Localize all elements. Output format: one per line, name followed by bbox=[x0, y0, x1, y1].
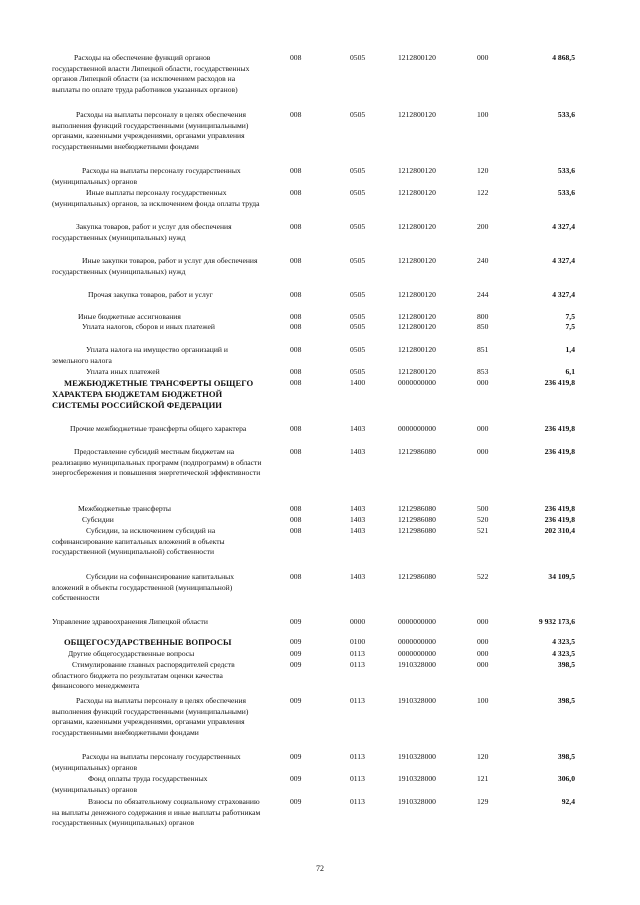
row-name: Прочие межбюджетные трансферты общего характера bbox=[70, 424, 247, 433]
row-ved: 008 bbox=[290, 345, 302, 354]
row-ved: 008 bbox=[290, 504, 302, 513]
row-razd: 1403 bbox=[350, 526, 366, 535]
row-razd: 0505 bbox=[350, 290, 366, 299]
row-csr: 1212986080 bbox=[398, 515, 436, 524]
row-vr: 100 bbox=[477, 696, 489, 705]
row-razd: 0113 bbox=[350, 696, 365, 705]
row-sum: 533,6 bbox=[557, 166, 575, 175]
row-razd: 0505 bbox=[350, 312, 366, 321]
row-csr: 1212800120 bbox=[398, 312, 436, 321]
row-csr: 1212986080 bbox=[398, 447, 436, 456]
row-razd: 0113 bbox=[350, 660, 365, 669]
row-name: Субсидии, за исключением субсидий на софинансирование капитальных вложений в объекты государственной (муниципальной) собственности bbox=[52, 526, 225, 556]
row-ved: 009 bbox=[290, 752, 302, 761]
row-name: МЕЖБЮДЖЕТНЫЕ ТРАНСФЕРТЫ ОБЩЕГО ХАРАКТЕРА БЮДЖЕТАМ БЮДЖЕТНОЙ СИСТЕМЫ РОССИЙСКОЙ ФЕДЕРАЦИИ bbox=[52, 378, 254, 410]
row-sum: 236 419,8 bbox=[544, 378, 575, 387]
row-razd: 0000 bbox=[350, 617, 366, 626]
row-ved: 008 bbox=[290, 256, 302, 265]
row-csr: 1910328000 bbox=[398, 752, 436, 761]
row-name: Расходы на выплаты персоналу государственных (муниципальных) органов bbox=[52, 166, 241, 186]
row-sum: 236 419,8 bbox=[544, 515, 575, 524]
row-sum: 6,1 bbox=[565, 367, 575, 376]
row-razd: 0505 bbox=[350, 166, 366, 175]
row-razd: 0100 bbox=[350, 637, 366, 646]
row-vr: 000 bbox=[477, 447, 489, 456]
row-razd: 1403 bbox=[350, 424, 366, 433]
row-ved: 009 bbox=[290, 774, 302, 783]
row-ved: 008 bbox=[290, 378, 302, 387]
row-razd: 0505 bbox=[350, 256, 366, 265]
row-sum: 4 868,5 bbox=[552, 53, 575, 62]
row-razd: 0505 bbox=[350, 367, 366, 376]
row-razd: 1403 bbox=[350, 447, 366, 456]
row-sum: 4 327,4 bbox=[552, 222, 575, 231]
row-csr: 0000000000 bbox=[398, 617, 436, 626]
row-ved: 008 bbox=[290, 367, 302, 376]
row-name: Другие общегосударственные вопросы bbox=[68, 649, 195, 658]
row-vr: 121 bbox=[477, 774, 489, 783]
row-ved: 008 bbox=[290, 166, 302, 175]
row-name: Уплата иных платежей bbox=[86, 367, 160, 376]
row-name: Иные бюджетные ассигнования bbox=[78, 312, 181, 321]
row-name: Расходы на выплаты персоналу в целях обеспечения выполнения функций государственными (муниципальными) органами, казенными учреждениями, органами управления государственными внебюджетными фондами bbox=[52, 696, 249, 737]
row-vr: 521 bbox=[477, 526, 489, 535]
row-csr: 1212800120 bbox=[398, 256, 436, 265]
row-csr: 1212800120 bbox=[398, 222, 436, 231]
row-razd: 0505 bbox=[350, 188, 366, 197]
row-name: Уплата налога на имущество организаций и земельного налога bbox=[52, 345, 228, 365]
row-vr: 853 bbox=[477, 367, 489, 376]
row-vr: 122 bbox=[477, 188, 489, 197]
row-csr: 1212986080 bbox=[398, 572, 436, 581]
row-name: Межбюджетные трансферты bbox=[78, 504, 171, 513]
row-csr: 1910328000 bbox=[398, 660, 436, 669]
row-csr: 1910328000 bbox=[398, 774, 436, 783]
row-vr: 000 bbox=[477, 617, 489, 626]
row-csr: 0000000000 bbox=[398, 424, 436, 433]
row-vr: 500 bbox=[477, 504, 489, 513]
row-vr: 129 bbox=[477, 797, 489, 806]
row-razd: 0113 bbox=[350, 797, 365, 806]
row-razd: 0505 bbox=[350, 322, 366, 331]
row-vr: 520 bbox=[477, 515, 489, 524]
row-ved: 008 bbox=[290, 515, 302, 524]
row-vr: 850 bbox=[477, 322, 489, 331]
row-name: Иные выплаты персоналу государственных (муниципальных) органов, за исключением фонда оплаты труда bbox=[52, 188, 260, 208]
row-vr: 120 bbox=[477, 166, 489, 175]
row-name: Расходы на выплаты персоналу государственных (муниципальных) органов bbox=[52, 752, 241, 772]
row-csr: 1212800120 bbox=[398, 322, 436, 331]
row-vr: 522 bbox=[477, 572, 489, 581]
row-vr: 000 bbox=[477, 53, 489, 62]
row-csr: 1212800120 bbox=[398, 290, 436, 299]
row-razd: 1403 bbox=[350, 504, 366, 513]
row-sum: 533,6 bbox=[557, 110, 575, 119]
row-sum: 306,0 bbox=[557, 774, 575, 783]
row-vr: 000 bbox=[477, 637, 489, 646]
row-csr: 1212986080 bbox=[398, 504, 436, 513]
row-csr: 1910328000 bbox=[398, 696, 436, 705]
row-vr: 244 bbox=[477, 290, 489, 299]
row-ved: 009 bbox=[290, 637, 302, 646]
row-vr: 000 bbox=[477, 660, 489, 669]
row-razd: 1403 bbox=[350, 572, 366, 581]
row-vr: 200 bbox=[477, 222, 489, 231]
row-vr: 240 bbox=[477, 256, 489, 265]
row-razd: 0505 bbox=[350, 53, 366, 62]
row-name: Прочая закупка товаров, работ и услуг bbox=[88, 290, 213, 299]
row-csr: 1212800120 bbox=[398, 53, 436, 62]
row-name: Расходы на выплаты персоналу в целях обеспечения выполнения функций государственными (муниципальными) органами, казенными учреждениями, органами управления государственными внебюджетными фондами bbox=[52, 110, 249, 151]
row-ved: 008 bbox=[290, 424, 302, 433]
row-csr: 1910328000 bbox=[398, 797, 436, 806]
row-razd: 0113 bbox=[350, 752, 365, 761]
row-name: Субсидии на софинансирование капитальных вложений в объекты государственной (муниципальной) собственности bbox=[52, 572, 235, 602]
row-sum: 398,5 bbox=[557, 660, 575, 669]
row-name: Управление здравоохранения Липецкой области bbox=[52, 617, 208, 626]
row-csr: 1212800120 bbox=[398, 110, 436, 119]
page-number: 72 bbox=[316, 864, 324, 873]
row-ved: 009 bbox=[290, 617, 302, 626]
row-vr: 000 bbox=[477, 424, 489, 433]
row-vr: 100 bbox=[477, 110, 489, 119]
row-csr: 0000000000 bbox=[398, 378, 436, 387]
row-sum: 4 327,4 bbox=[552, 290, 575, 299]
row-vr: 800 bbox=[477, 312, 489, 321]
row-sum: 236 419,8 bbox=[544, 447, 575, 456]
row-sum: 9 932 173,6 bbox=[538, 617, 575, 626]
row-ved: 008 bbox=[290, 110, 302, 119]
row-sum: 398,5 bbox=[557, 696, 575, 705]
row-sum: 202 310,4 bbox=[544, 526, 575, 535]
row-sum: 1,4 bbox=[565, 345, 575, 354]
row-vr: 000 bbox=[477, 378, 489, 387]
row-name: Взносы по обязательному социальному страхованию на выплаты денежного содержания и иные выплаты работникам государственных (муниципальных) органов bbox=[52, 797, 261, 827]
row-sum: 398,5 bbox=[557, 752, 575, 761]
row-name: Расходы на обеспечение функций органов государственной власти Липецкой области, государственных органов Липецкой области (за исключением расходов на выплаты по оплате труда работников указанных органов) bbox=[52, 53, 250, 94]
row-sum: 7,5 bbox=[565, 312, 575, 321]
row-sum: 34 109,5 bbox=[548, 572, 575, 581]
row-name: Субсидии bbox=[82, 515, 114, 524]
row-sum: 236 419,8 bbox=[544, 424, 575, 433]
row-ved: 008 bbox=[290, 312, 302, 321]
row-ved: 009 bbox=[290, 649, 302, 658]
row-ved: 008 bbox=[290, 572, 302, 581]
row-vr: 000 bbox=[477, 649, 489, 658]
row-ved: 008 bbox=[290, 322, 302, 331]
row-ved: 008 bbox=[290, 222, 302, 231]
row-csr: 1212800120 bbox=[398, 188, 436, 197]
row-ved: 008 bbox=[290, 526, 302, 535]
row-name: Иные закупки товаров, работ и услуг для обеспечения государственных (муниципальных) нужд bbox=[52, 256, 258, 276]
row-razd: 1403 bbox=[350, 515, 366, 524]
row-sum: 4 327,4 bbox=[552, 256, 575, 265]
row-name: Предоставление субсидий местным бюджетам на реализацию муниципальных программ (подпрограмм) в области энергосбережения и повышения энергетической эффективности bbox=[52, 447, 262, 477]
row-ved: 009 bbox=[290, 660, 302, 669]
row-ved: 008 bbox=[290, 53, 302, 62]
row-name: Закупка товаров, работ и услуг для обеспечения государственных (муниципальных) нужд bbox=[52, 222, 232, 242]
row-csr: 1212986080 bbox=[398, 526, 436, 535]
row-name: Уплата налогов, сборов и иных платежей bbox=[82, 322, 215, 331]
row-sum: 7,5 bbox=[565, 322, 575, 331]
row-sum: 533,6 bbox=[557, 188, 575, 197]
row-csr: 0000000000 bbox=[398, 637, 436, 646]
row-csr: 0000000000 bbox=[398, 649, 436, 658]
row-ved: 009 bbox=[290, 696, 302, 705]
row-razd: 0505 bbox=[350, 345, 366, 354]
row-razd: 0505 bbox=[350, 222, 366, 231]
row-name: ОБЩЕГОСУДАРСТВЕННЫЕ ВОПРОСЫ bbox=[64, 637, 232, 647]
row-razd: 0113 bbox=[350, 774, 365, 783]
row-ved: 008 bbox=[290, 290, 302, 299]
row-sum: 4 323,5 bbox=[552, 637, 575, 646]
row-sum: 236 419,8 bbox=[544, 504, 575, 513]
row-csr: 1212800120 bbox=[398, 367, 436, 376]
row-csr: 1212800120 bbox=[398, 345, 436, 354]
row-sum: 92,4 bbox=[561, 797, 575, 806]
row-ved: 008 bbox=[290, 188, 302, 197]
row-ved: 009 bbox=[290, 797, 302, 806]
row-vr: 851 bbox=[477, 345, 489, 354]
row-razd: 1400 bbox=[350, 378, 366, 387]
row-name: Фонд оплаты труда государственных (муниципальных) органов bbox=[52, 774, 208, 794]
row-name: Стимулирование главных распорядителей средств областного бюджета по результатам оценки качества финансового менеджмента bbox=[52, 660, 235, 690]
row-csr: 1212800120 bbox=[398, 166, 436, 175]
row-ved: 008 bbox=[290, 447, 302, 456]
row-vr: 120 bbox=[477, 752, 489, 761]
row-sum: 4 323,5 bbox=[552, 649, 575, 658]
row-razd: 0505 bbox=[350, 110, 366, 119]
row-razd: 0113 bbox=[350, 649, 365, 658]
